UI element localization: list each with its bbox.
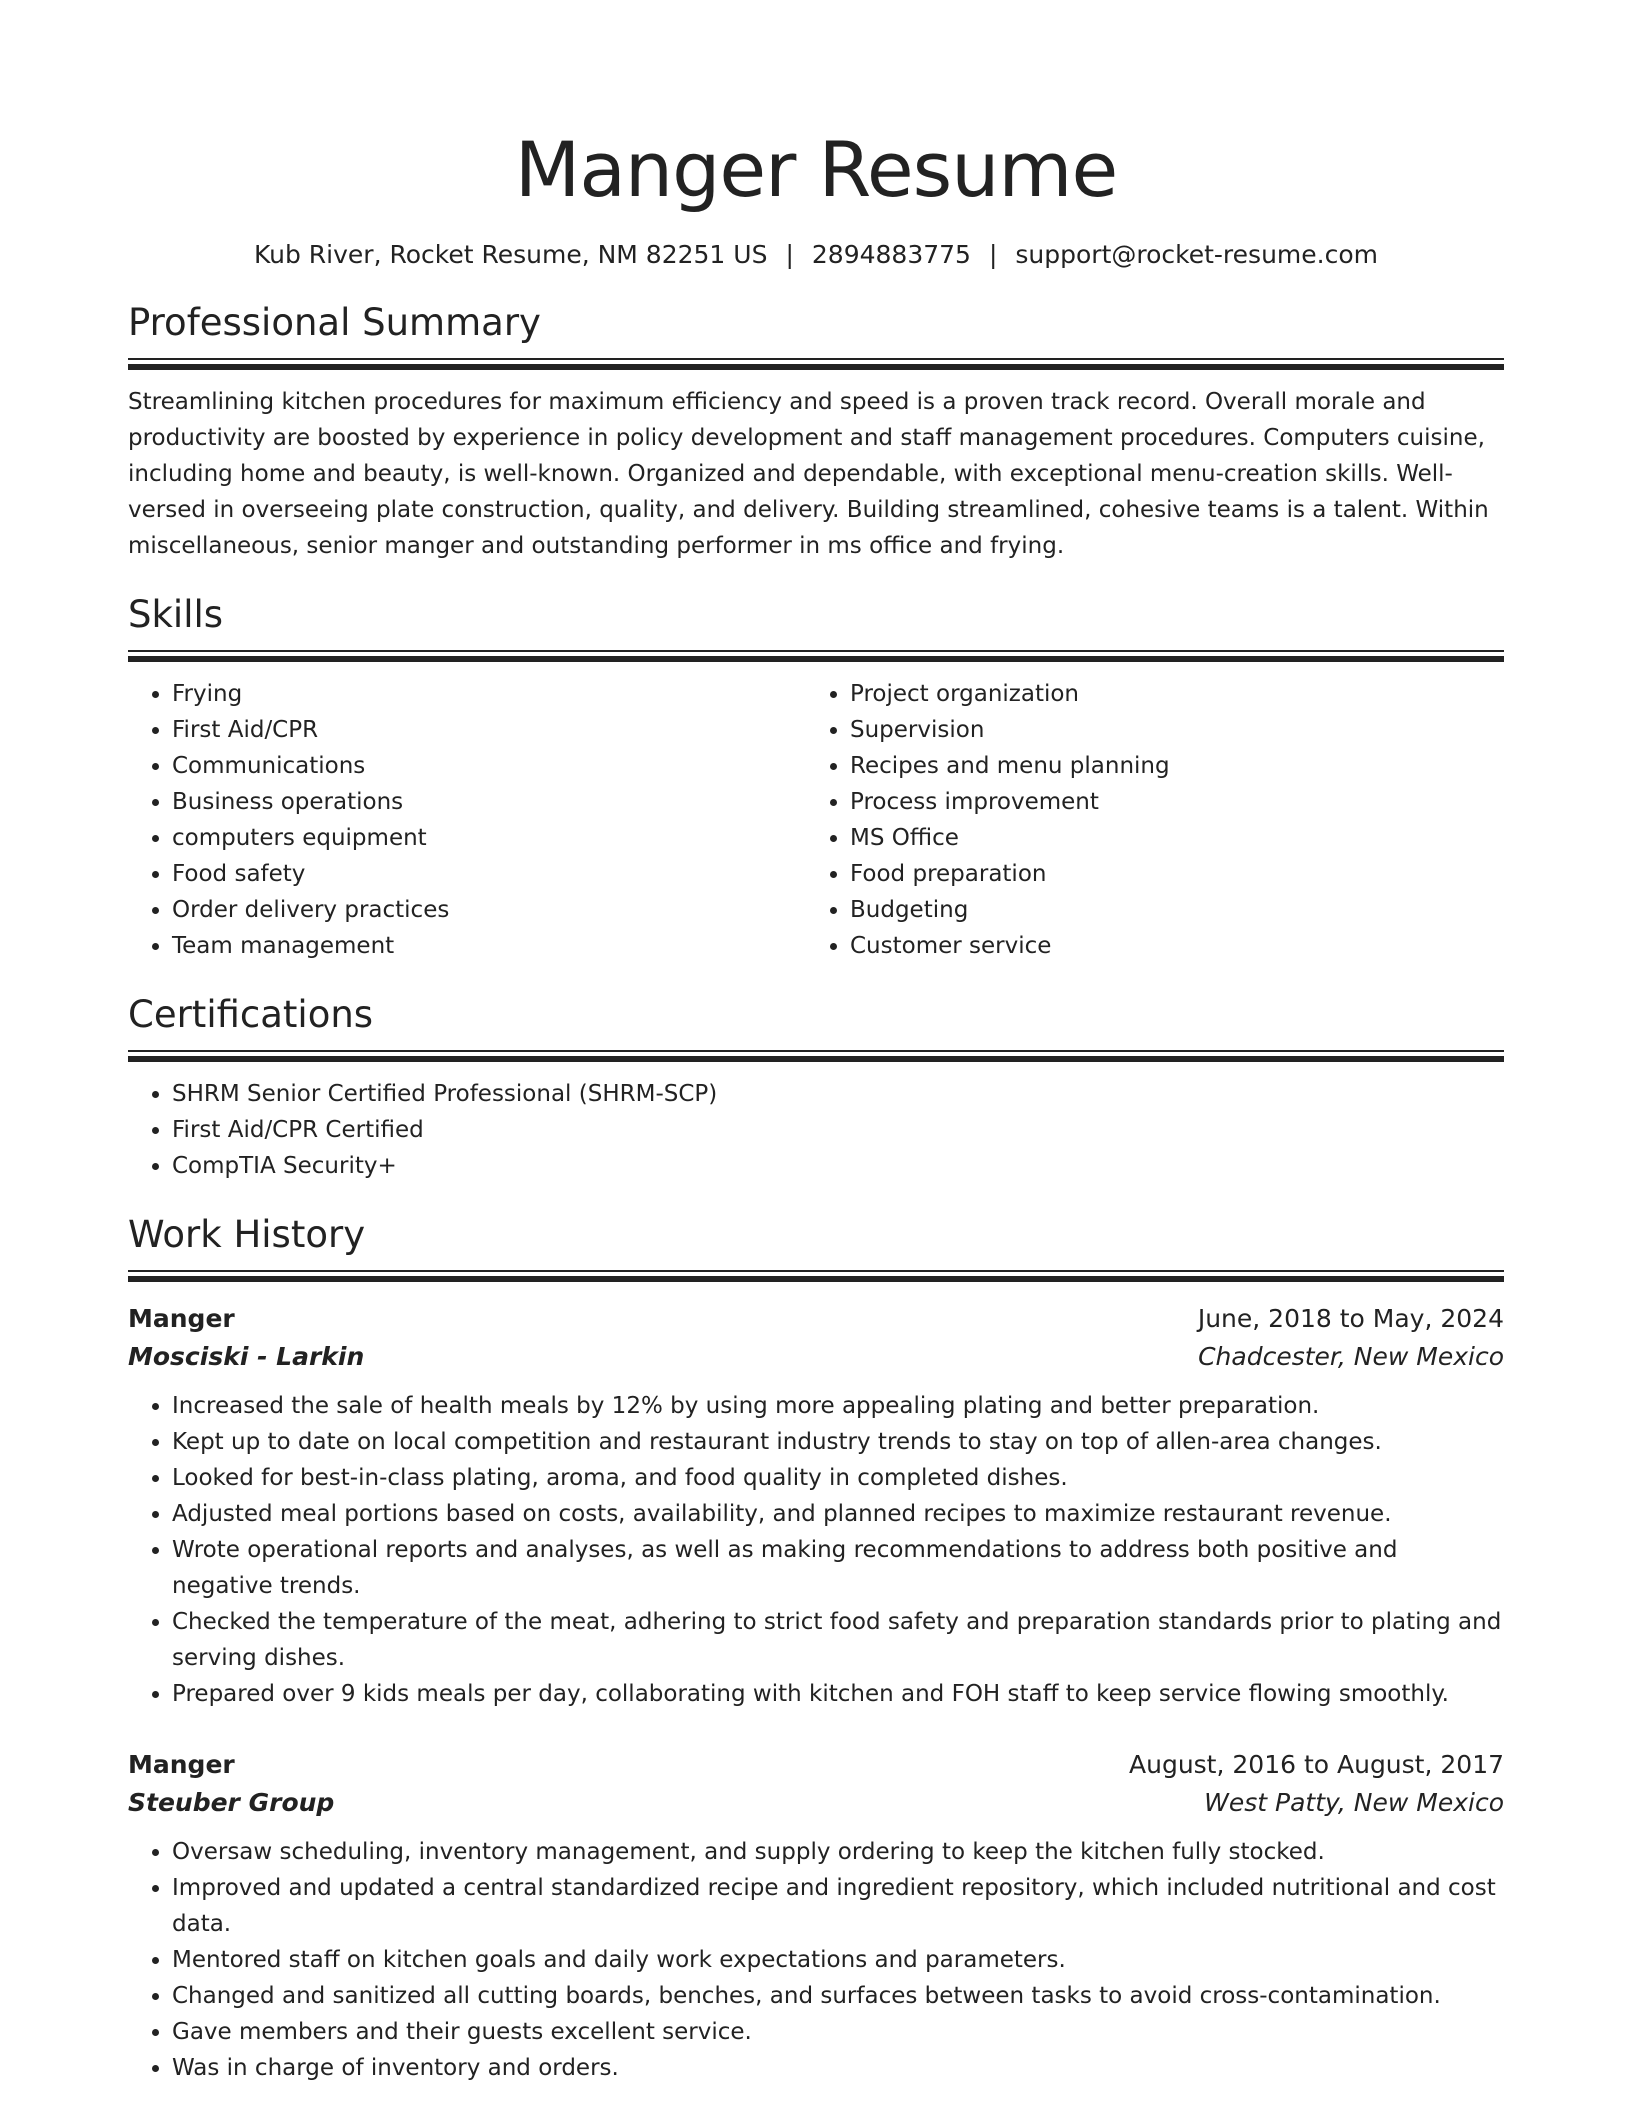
- job-bullet: • Looked for best-in-class plating, aroma, and food quality in completed dishes.: [172, 1460, 1504, 1496]
- skill-item: • Customer service: [850, 928, 1464, 964]
- section-rule: [128, 1276, 1504, 1282]
- skill-item: • Recipes and menu planning: [850, 748, 1464, 784]
- job-subheader-row: [128, 1338, 1504, 1376]
- skills-grid: [128, 662, 1504, 964]
- work-history-section: [128, 1210, 1504, 2086]
- job-bullet: • Improved and updated a central standardized recipe and ingredient repository, which included nutritional and cost data.: [172, 1870, 1504, 1942]
- section-title-certifications: Certifications: [128, 990, 1504, 1052]
- skill-item: • Supervision: [850, 712, 1464, 748]
- job-location: West Patty, New Mexico: [1204, 1788, 1504, 1817]
- section-rule: [128, 364, 1504, 370]
- contact-address: Kub River, Rocket Resume, NM 82251 US: [253, 240, 768, 269]
- job-header-row: [128, 1300, 1504, 1338]
- section-title-work-history: Work History: [128, 1210, 1504, 1272]
- skill-item: • MS Office: [850, 820, 1464, 856]
- skills-list-left: [128, 676, 806, 964]
- contact-separator: |: [785, 240, 794, 269]
- job-bullet: • Wrote operational reports and analyses, as well as making recommendations to address both positive and negative trends.: [172, 1532, 1504, 1604]
- job-company: Mosciski - Larkin: [128, 1342, 365, 1371]
- job-bullet: • Was in charge of inventory and orders.: [172, 2050, 1504, 2086]
- skill-item: • Food preparation: [850, 856, 1464, 892]
- skill-item: • Food safety: [172, 856, 806, 892]
- contact-separator: |: [988, 240, 998, 269]
- skill-item: • Process improvement: [850, 784, 1464, 820]
- job-dates: August, 2016 to August, 2017: [1129, 1750, 1504, 1779]
- job-bullet: • Gave members and their guests excellent service.: [172, 2014, 1504, 2050]
- contact-email: support@rocket-resume.com: [1015, 240, 1378, 269]
- skill-item: • Order delivery practices: [172, 892, 806, 928]
- summary-section: [128, 298, 1504, 564]
- job-entry: [128, 1300, 1504, 1712]
- skill-item: • First Aid/CPR: [172, 712, 806, 748]
- skill-item: • Business operations: [172, 784, 806, 820]
- job-bullet: • Kept up to date on local competition and restaurant industry trends to stay on top of allen-area changes.: [172, 1424, 1504, 1460]
- job-bullet: • Changed and sanitized all cutting boards, benches, and surfaces between tasks to avoid cross-contamination.: [172, 1978, 1504, 2014]
- certification-item: • CompTIA Security+: [172, 1148, 1504, 1184]
- skill-item: • Team management: [172, 928, 806, 964]
- job-location: Chadcester, New Mexico: [1198, 1342, 1504, 1371]
- job-bullet: • Prepared over 9 kids meals per day, collaborating with kitchen and FOH staff to keep service flowing smoothly.: [172, 1676, 1504, 1712]
- skill-item: • Budgeting: [850, 892, 1464, 928]
- job-subheader-row: [128, 1784, 1504, 1822]
- skills-list-right: [806, 676, 1464, 964]
- job-entry: [128, 1746, 1504, 2086]
- job-header-row: [128, 1746, 1504, 1784]
- certifications-list: [128, 1076, 1504, 1184]
- certification-item: • First Aid/CPR Certified: [172, 1112, 1504, 1148]
- job-company: Steuber Group: [128, 1788, 335, 1817]
- section-title-summary: Professional Summary: [128, 298, 1504, 360]
- contact-phone: 2894883775: [811, 240, 971, 269]
- skill-item: • Communications: [172, 748, 806, 784]
- job-bullet: • Mentored staff on kitchen goals and daily work expectations and parameters.: [172, 1942, 1504, 1978]
- job-bullet: • Oversaw scheduling, inventory management, and supply ordering to keep the kitchen fully stocked.: [172, 1834, 1504, 1870]
- certifications-section: [128, 990, 1504, 1184]
- job-dates: June, 2018 to May, 2024: [1197, 1304, 1504, 1333]
- certification-item: • SHRM Senior Certified Professional (SHRM-SCP): [172, 1076, 1504, 1112]
- section-title-skills: Skills: [128, 590, 1504, 652]
- skill-item: • Frying: [172, 676, 806, 712]
- summary-text: Streamlining kitchen procedures for maximum efficiency and speed is a proven track record. Overall morale and productivity are boosted by experience in policy development and staff management procedures. Computers cuisine, including home and beauty, is well-known. Organized and dependable, with exceptional menu-creation skills. Well-versed in overseeing plate construction, quality, and delivery. Building streamlined, cohesive teams is a talent. Within miscellaneous, senior manger and outstanding performer in ms office and frying.: [128, 389, 1489, 559]
- section-rule: [128, 1056, 1504, 1062]
- job-bullets: [128, 1388, 1504, 1712]
- skills-section: [128, 590, 1504, 964]
- resume-name: Manger Resume: [514, 125, 1118, 214]
- job-title: Manger: [128, 1304, 235, 1333]
- skill-item: • Project organization: [850, 676, 1464, 712]
- resume-page: [128, 0, 1504, 2086]
- job-title: Manger: [128, 1750, 235, 1779]
- job-bullet: • Adjusted meal portions based on costs, availability, and planned recipes to maximize restaurant revenue.: [172, 1496, 1504, 1532]
- job-bullet: • Increased the sale of health meals by 12% by using more appealing plating and better preparation.: [172, 1388, 1504, 1424]
- contact-line: [128, 238, 1504, 272]
- job-bullet: • Checked the temperature of the meat, adhering to strict food safety and preparation standards prior to plating and serving dishes.: [172, 1604, 1504, 1676]
- job-bullets: [128, 1834, 1504, 2086]
- skill-item: • computers equipment: [172, 820, 806, 856]
